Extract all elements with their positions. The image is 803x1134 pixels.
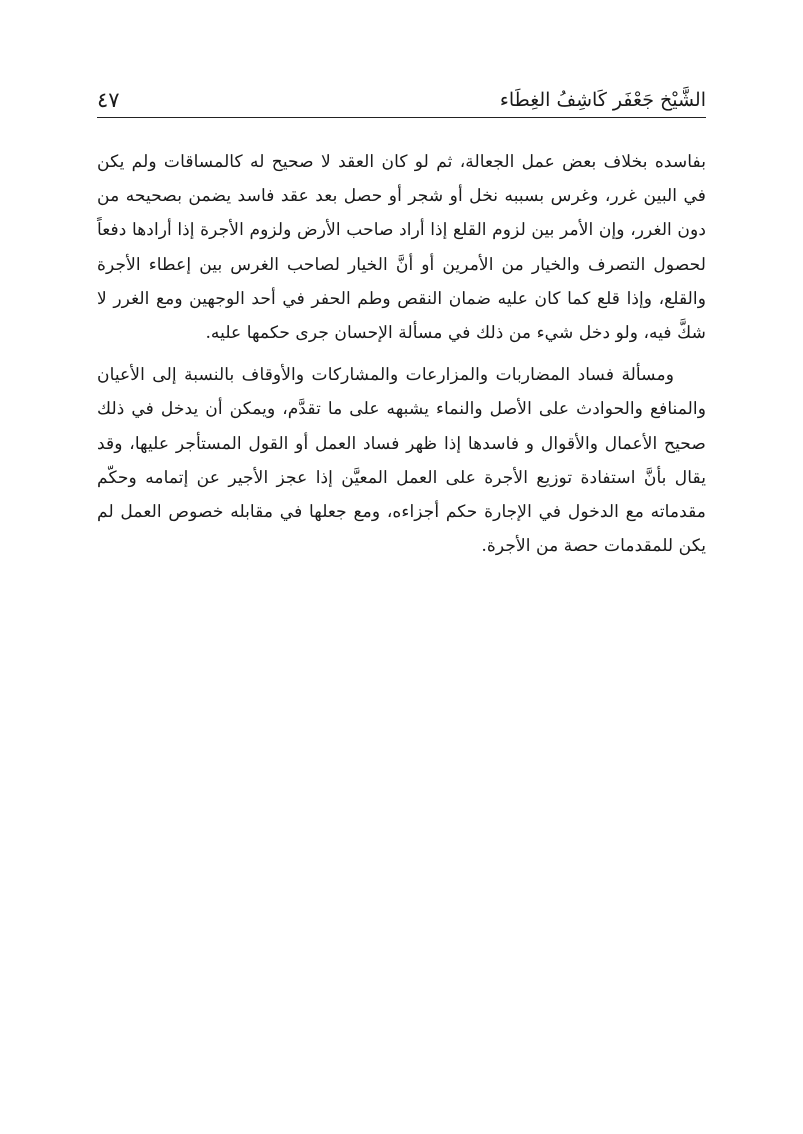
body-text	[97, 145, 706, 563]
paragraph-1: بفاسده بخلاف بعض عمل الجعالة، ثم لو كان العقد لا صحيح له كالمساقات ولم يكن في البين غرر، وغرس بسببه نخل أو شجر أو حصل بعد عقد فاسد يضمن بصحيحه من دون الغرر، وإن الأمر بين لزوم القلع إذا أراد صاحب الأرض ولزوم الأجرة إذا أرادها دفعاً لحصول التصرف والخيار من الأمرين أو أنَّ الخيار لصاحب الغرس بين إعطاء الأجرة والقلع، وإذا قلع كما كان عليه ضمان النقص وطم الحفر في أحد الوجهين ومع الغرر لا شكَّ فيه، ولو دخل شيء من ذلك في مسألة الإحسان جرى حكمها عليه.	[97, 152, 706, 344]
page-header	[97, 80, 706, 112]
page-number: ٤٧	[97, 88, 120, 112]
header-rule	[97, 117, 706, 118]
running-head: الشَّيْخ جَعْفَر كَاشِفُ الغِطَاء	[499, 89, 706, 111]
paragraph-2: ومسألة فساد المضاربات والمزارعات والمشاركات والأوقاف بالنسبة إلى الأعيان والمنافع والحوادث على الأصل والنماء يشبهه على ما تقدَّم، ويمكن أن يدخل في ذلك صحيح الأعمال والأقوال و فاسدها إذا ظهر فساد العمل أو القول المستأجر عليها، وقد يقال بأنَّ استفادة توزيع الأجرة على العمل المعيَّن إذا عجز الأجير عن إتمامه وحكّم مقدماته مع الدخول في الإجارة حكم أجزاءه، ومع جعلها في مقابله خصوص العمل لم يكن للمقدمات حصة من الأجرة.	[97, 365, 706, 557]
